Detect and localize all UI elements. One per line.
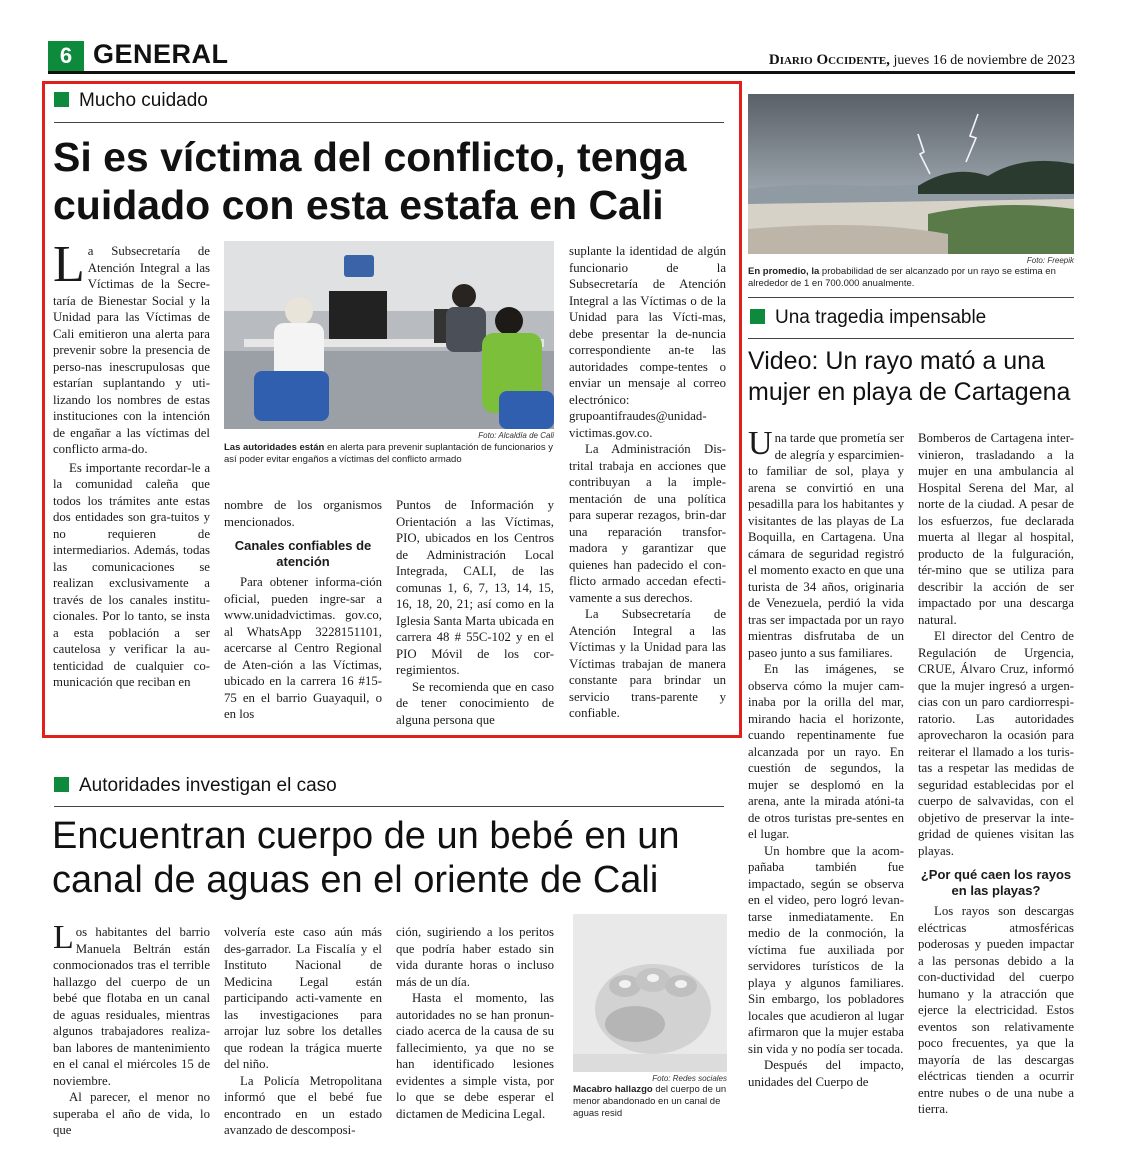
article3-column-1: Los habitantes del barrio Manuela Beltrán están conmocionados tras el terrible hallazgo del cuerpo de un bebé que flotaba en un canal de aguas residuales, mientras algunos trabajadores realiza-ban labores de mantenimiento en el canal el miércoles 15 de noviembre. Al parecer, el menor no superaba el año de vida, lo que: [53, 919, 210, 1137]
article1-photo-credit: Foto: Alcaldía de Cali: [478, 431, 554, 440]
kicker-square-icon: [54, 777, 69, 792]
storm-beach-photo: [748, 94, 1074, 254]
article1-kicker: Mucho cuidado: [54, 90, 208, 112]
newspaper-name: Diario Occidente,: [768, 52, 890, 68]
article3-headline: Encuentran cuerpo de un bebé en un canal de aguas en el oriente de Cali: [52, 815, 680, 901]
article2-subhead: ¿Por qué caen los rayos en las playas?: [920, 867, 1072, 898]
article1-dropcap: L: [53, 236, 85, 293]
article1-kicker-rule: [54, 122, 724, 123]
article3-column-3: ción, sugiriendo a los peritos que podría haber estado sin vida durante horas o incluso más de un día. Hasta el momento, las autoridades no se han pronun-ciado acerca de la causa de su fallecimiento, ya que no se han identificado lesiones evidentes a simple vista, por lo que se debe esperar el dictamen de Medicina Legal.: [396, 925, 554, 1121]
kicker-square-icon: [54, 92, 69, 107]
article2-column-2: Bomberos de Cartagena inter-vinieron, trasladando a la mujer en una ambulancia al Hospital Serena del Mar, al norte de la ciudad. A pesar de los esfuerzos, fue declarada muerta al llegar al hospital, producto de la fulguración, tér-mino que se utiliza para describir la acción de ser impactado por una descarga natural. El director del Centro de Regulación de Urgencia, CRUE, Álvaro Cruz, informó que la mujer ingresó a urgen-cias con un paro cardiorrespi-ratorio. Las autoridades aprovecharon la ocasión para reiterar el llamado a los turis-tas a respetar las medidas de seguridad establecidas por el cuerpo de salvavidas, con el objetivo de preservar la inte-gridad de quienes visitan las playas. ¿Por qué caen los rayos en las playas? Los rayos son descargas eléctricas atmosféricas poderosas y pueden impactar a las personas debido a la con-ductividad del cuerpo humano y la atracción que ejerce la electricidad. Estos eventos son relativamente poco frecuentes, ya que la mayoría de las descargas eléctricas tienden a ocurrir entre nubes o de una nube a tierra.: [918, 431, 1074, 1116]
article2-top-rule: [748, 297, 1074, 298]
header-rule: [48, 71, 1075, 74]
article3-dropcap: L: [53, 919, 74, 956]
article1-column-2: nombre de los organismos mencionados. Canales confiables de atención Para obtener informa-ción oficial, pueden ingre-sar a www.unidadvictimas. gov.co, al WhatsApp 3228151101, acercarse al Centro Regional de Aten-ción a las Víctimas, ubicado en la carrera 16 #15-75 en el barrio Guayaquil, o en los: [224, 498, 382, 721]
kicker-square-icon: [750, 309, 765, 324]
article2-column-1: Una tarde que prometía ser de alegría y esparcimien-to familiar de sol, playa y arena se convirtió en una pesadilla para los habitantes y visitantes de las playas de La Boquilla, en Cartagena. Una cámara de seguridad registró el momento exacto en que una turista de 34 años, originaria de Venezuela, perdió la vida tras ser impactada por un rayo mientras disfrutaba de un paseo junto a sus familiares. En las imágenes, se observa cómo la mujer cam-inaba por la orilla del mar, mirando hacia el horizonte, cuando repentinamente fue alcanzada por un rayo. En cuestión de segundos, la mujer se desplomó en la arena, ante la mirada atóni-ta de otros turistas pre-sentes en el lugar. Un hombre que la acom-pañaba también fue impactado, según se observa en el video, pero logró levan-tarse inmediatamente. En medio de la conmoción, la víctima fue auxiliada por servidores turísticos de la playa y algunos familiares. Sin embargo, los pobladores locales que acudieron al lugar afirmaron que la mujer estaba sin vida y no podía ser tocada. Después del impacto, unidades del Cuerpo de: [748, 425, 904, 1089]
article2-kicker: Una tragedia impensable: [750, 307, 986, 329]
article3-caption: Macabro hallazgo del cuerpo de un menor abandonado en un canal de aguas resid: [573, 1084, 727, 1119]
issue-date: jueves 16 de noviembre de 2023: [893, 53, 1075, 68]
section-title: GENERAL: [93, 39, 229, 69]
office-photo: [224, 241, 554, 429]
article3-kicker: Autoridades investigan el caso: [54, 775, 337, 797]
article3-kicker-rule: [54, 806, 724, 807]
article1-subhead: Canales confiables de atención: [234, 538, 372, 569]
article1-caption: Las autoridades están en alerta para prevenir suplantación de funcionarios y así poder evitar engaños a víctimas del conflicto armado: [224, 442, 553, 465]
article2-caption: En promedio, la probabilidad de ser alcanzado por un rayo se estima en alrededor de 1 en 700.000 anualmente.: [748, 266, 1056, 289]
article1-headline: Si es víctima del conflicto, tenga cuidado con esta estafa en Cali: [53, 134, 687, 228]
article3-photo-credit: Foto: Redes sociales: [652, 1074, 727, 1083]
page-number: 6: [48, 41, 84, 71]
article1-column-3: Puntos de Información y Orientación a las Víctimas, PIO, ubicados en los Centros de Administración Local Integrada, CALI, de las comunas 1, 6, 7, 13, 14, 15, 16, 18, 20, 21; así como en la Iglesia Santa Marta ubicada en carrera 48 # 55C-102 y en el PIO Móvil de los cor-regimientos. Se recomienda que en caso de tener conocimiento de alguna persona que: [396, 498, 554, 727]
baby-hand-photo: [573, 914, 727, 1072]
article2-photo-credit: Foto: Freepik: [1026, 256, 1074, 265]
article1-column-4: suplante la identidad de algún funcionario de la Subsecretaría de Atención Integral a las Víctimas o de la Unidad para las Vícti-mas, debe presentar la de-nuncia correspondiente an-te las autoridades compe-tentes o enviar un mensaje al correo electrónico: grupoantifraudes@unidad-victimas.gov.co. La Administración Dis-trital trabaja en acciones que contribuyan a la imple-mentación de una política para superar rezagos, brin-dar una reparación transfor-madora y garantizar que quienes han padecido el con-flicto armado accedan efecti-vamente a sus derechos. La Subsecretaría de Atención Integral a las Víctimas y la Unidad para las Víctimas trabajan de manera constante para brindar un servicio trans-parente y confiable.: [569, 244, 726, 720]
article1-column-1: La Subsecretaría de Atención Integral a las Víctimas de la Secre-taría de Bienestar Social y la Unidad para las Víctimas de Cali emitieron una alerta para prevenir sobre la presencia de perso-nas inescrupulosas que estarían suplantando y uti-lizando los nombres de estas instituciones con la intención de engañar a las víctimas del conflicto arma-do. Es importante recordar-le a la comunidad caleña que todos los trámites ante estas dos entidades son gra-tuitos y no requieren de intermediarios. Además, todas las comunicaciones se realizan exclusivamente a través de los canales institu-cionales. Por lo tanto, se insta a esta población a ser cautelosa y verificar la au-tenticidad de cualquier co-municación que reciban en: [53, 236, 210, 689]
article2-kicker-rule: [748, 338, 1074, 339]
masthead-dateline: [769, 52, 1075, 69]
article2-headline: Video: Un rayo mató a una mujer en playa de Cartagena: [748, 347, 1071, 406]
article2-dropcap: U: [748, 425, 773, 462]
article3-column-2: volvería este caso aún más des-garrador. La Fiscalía y el Instituto Nacional de Medicina Legal están participando acti-vamente en las investigaciones para arrojar luz sobre los detalles que rodean la trágica muerte del niño. La Policía Metropolitana informó que el bebé fue encontrado en un estado avanzado de descomposi-: [224, 925, 382, 1137]
